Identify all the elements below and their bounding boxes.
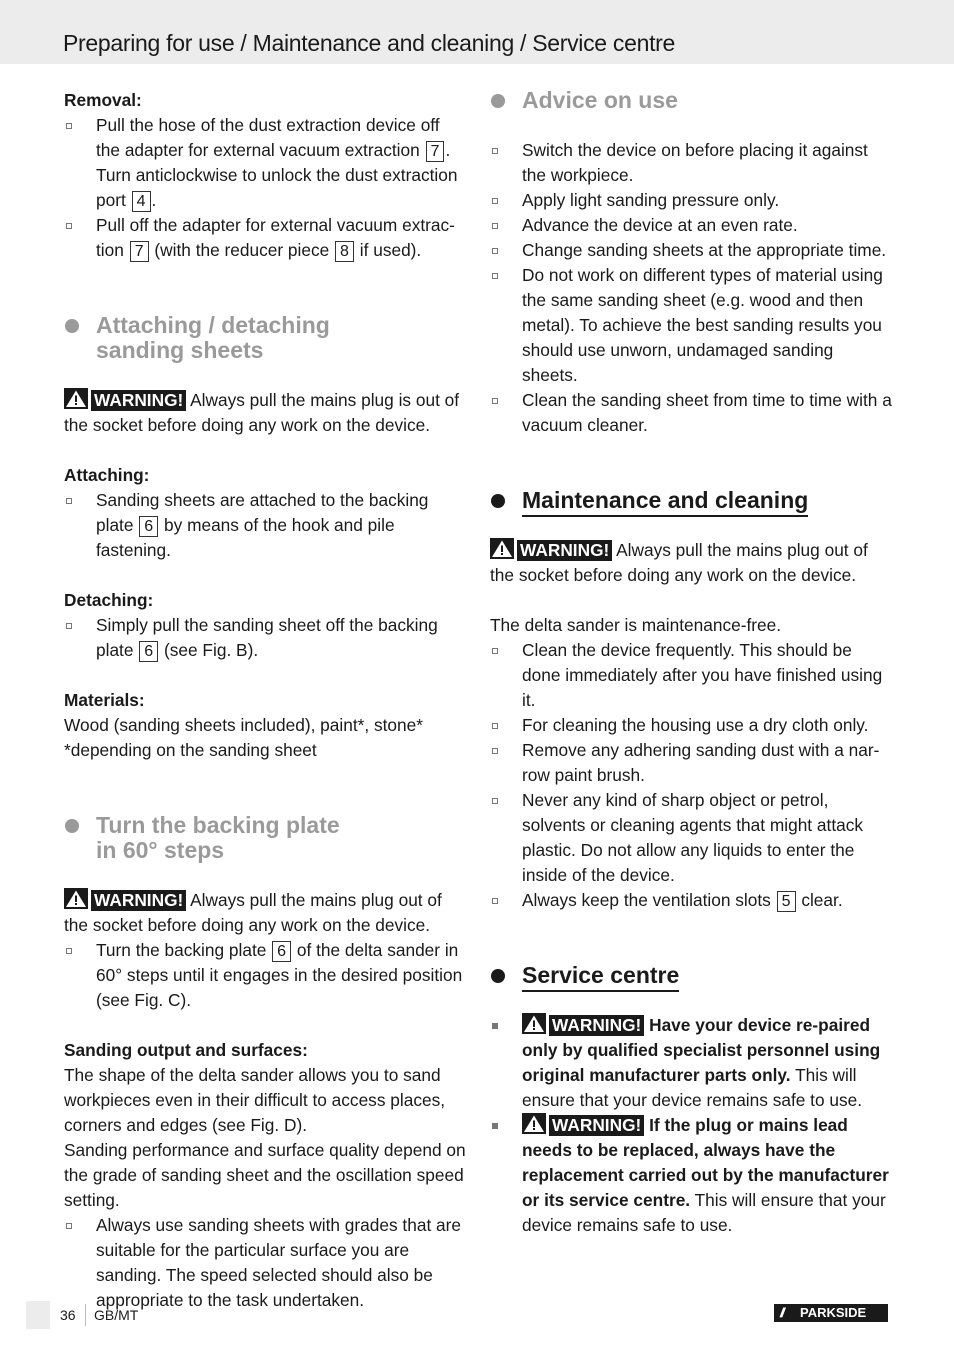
warning-badge: WARNING! (549, 1015, 644, 1036)
ref-number: 7 (130, 241, 149, 262)
warning-triangle-icon (64, 888, 88, 909)
list-item: Sanding sheets are attached to the backing plate 6 by means of the hook and pile fastening. (64, 488, 466, 563)
list-item: Pull off the adapter for external vacuum extrac-tion 7 (with the reducer piece 8 if used). (64, 213, 466, 263)
warning-badge: WARNING! (91, 890, 186, 911)
ref-number: 6 (139, 516, 158, 537)
warning-badge: WARNING! (91, 390, 186, 411)
page-footer (0, 1300, 954, 1330)
list-item: Clean the device frequently. This should be done immediately after you have finished using it. (490, 638, 892, 713)
list-item: Switch the device on before placing it against the workpiece. (490, 138, 892, 188)
ref-number: 5 (777, 891, 796, 912)
parkside-logo (774, 1304, 888, 1322)
page-number: 36 (60, 1307, 76, 1323)
logo-text: PARKSIDE (800, 1305, 867, 1320)
footer-tab (26, 1301, 50, 1329)
right-column (490, 88, 892, 1238)
list-item: For cleaning the housing use a dry cloth only. (490, 713, 892, 738)
paragraph: Sanding performance and surface quality depend on the grade of sanding sheet and the oscillation speed setting. (64, 1140, 466, 1210)
list-item: Remove any adhering sanding dust with a nar-row paint brush. (490, 738, 892, 788)
warning-triangle-icon (522, 1113, 546, 1134)
ref-number: 7 (426, 141, 445, 162)
paragraph: The shape of the delta sander allows you to sand workpieces even in their difficult to access places, corners and edges (see Fig. D). (64, 1065, 446, 1135)
list-item: Clean the sanding sheet from time to time with a vacuum cleaner. (490, 388, 892, 438)
warning-badge: WARNING! (517, 540, 612, 561)
warning-badge: WARNING! (549, 1115, 644, 1136)
ref-number: 4 (132, 191, 151, 212)
warning-triangle-icon (522, 1013, 546, 1034)
ref-number: 6 (272, 941, 291, 962)
list-item: Always use sanding sheets with grades that are suitable for the particular surface you are sanding. The speed selected should also be appropriate to the task undertaken. (64, 1213, 466, 1313)
list-item: Never any kind of sharp object or petrol, solvents or cleaning agents that might attack plastic. Do not allow any liquids to enter the inside of the device. (490, 788, 892, 888)
page-header (0, 0, 954, 64)
removal-heading: Removal: (64, 90, 142, 110)
materials-heading: Materials: (64, 690, 145, 710)
page-title: Preparing for use / Maintenance and cleaning / Service centre (63, 30, 676, 56)
list-item: Do not work on different types of material using the same sanding sheet (e.g. wood and then metal). To achieve the best sanding results you should use unworn, undamaged sanding sheets. (490, 263, 892, 388)
warning-triangle-icon (64, 388, 88, 409)
warning-paragraph: WARNING! Always pull the mains plug out of the socket before doing any work on the device. (64, 890, 442, 935)
materials-line: Wood (sanding sheets included), paint*, stone* (64, 715, 423, 735)
region-code: GB/MT (94, 1307, 139, 1323)
ref-number: 6 (139, 641, 158, 662)
list-item: Pull the hose of the dust extraction device off the adapter for external vacuum extraction 7 . Turn anticlockwise to unlock the dust extraction port 4 . (64, 113, 466, 213)
warning-paragraph: WARNING! Always pull the mains plug out of the socket before doing any work on the device. (490, 540, 868, 585)
section-title-attaching: Attaching / detaching sanding sheets (64, 313, 466, 363)
section-title-advice: Advice on use (490, 88, 892, 113)
list-item: Apply light sanding pressure only. (490, 188, 892, 213)
attaching-heading: Attaching: (64, 465, 150, 485)
logo-stripes: /// (780, 1305, 782, 1320)
materials-note: *depending on the sanding sheet (64, 740, 317, 760)
sanding-output-heading: Sanding output and surfaces: (64, 1040, 308, 1060)
section-title-turn: Turn the backing plate in 60° steps (64, 813, 466, 863)
warning-triangle-icon (490, 538, 514, 559)
paragraph: The delta sander is maintenance-free. (490, 615, 782, 635)
ref-number: 8 (335, 241, 354, 262)
list-item: Simply pull the sanding sheet off the backing plate 6 (see Fig. B). (64, 613, 466, 663)
section-title-service: Service centre (490, 963, 892, 988)
list-item: WARNING! Have your device re-paired only by qualified specialist personnel using original manufacturer parts only. This will ensure that your device remains safe to use. (490, 1013, 892, 1113)
left-column (64, 88, 466, 1313)
list-item: Always keep the ventilation slots 5 clear. (490, 888, 892, 913)
list-item: WARNING! If the plug or mains lead needs to be replaced, always have the replacement carried out by the manufacturer or its service centre. This will ensure that your device remains safe to use. (490, 1113, 892, 1238)
footer-divider (85, 1304, 86, 1326)
warning-paragraph: WARNING! Always pull the mains plug is out of the socket before doing any work on the device. (64, 390, 460, 435)
list-item: Turn the backing plate 6 of the delta sander in 60° steps until it engages in the desired position (see Fig. C). (64, 938, 466, 1013)
list-item: Change sanding sheets at the appropriate time. (490, 238, 892, 263)
section-title-maintenance: Maintenance and cleaning (490, 488, 892, 513)
detaching-heading: Detaching: (64, 590, 154, 610)
list-item: Advance the device at an even rate. (490, 213, 892, 238)
